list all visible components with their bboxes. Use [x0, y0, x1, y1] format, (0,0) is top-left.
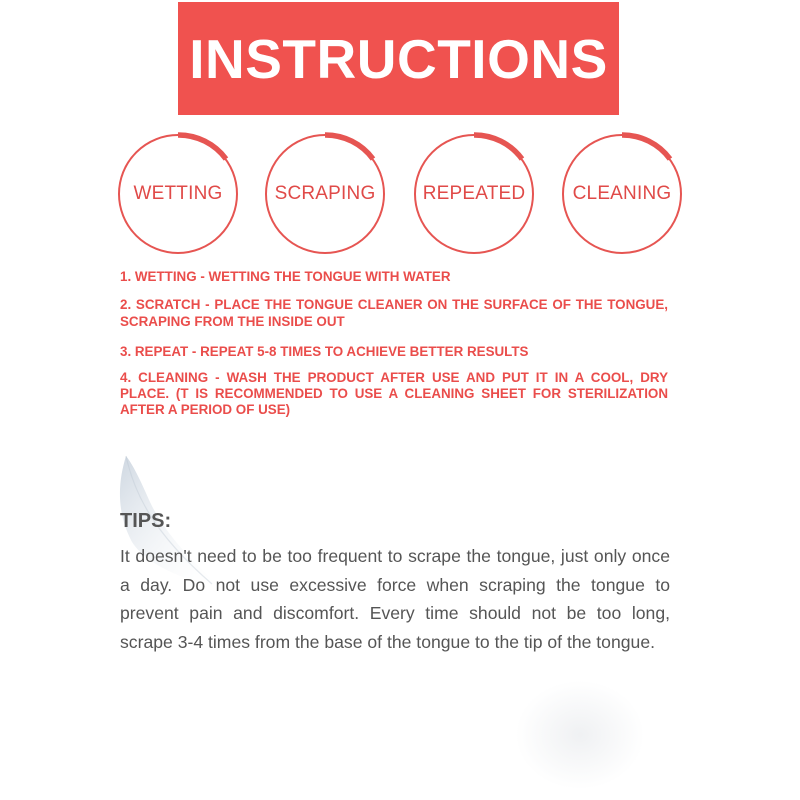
- steps-row: [0, 132, 800, 256]
- instruction-item: 3. REPEAT - REPEAT 5-8 TIMES TO ACHIEVE BETTER RESULTS: [120, 344, 529, 359]
- tips-body: It doesn't need to be too frequent to scrape the tongue, just only once a day. Do not use excessive force when scraping the tongue to prevent pain and discomfort. Every time should not be too long, scrape 3-4 times from the base of the tongue to the tip of the tongue.: [120, 546, 670, 652]
- step-label: CLEANING: [572, 183, 672, 204]
- instruction-item: 1. WETTING - WETTING THE TONGUE WITH WATER: [120, 269, 451, 284]
- step-circle-wetting: [116, 132, 240, 256]
- step-circle-cleaning: [560, 132, 684, 256]
- instructions-list: [120, 268, 668, 418]
- title-banner: [178, 2, 619, 115]
- step-label: REPEATED: [422, 183, 526, 204]
- step-label: WETTING: [133, 183, 223, 204]
- step-circle-repeated: [412, 132, 536, 256]
- step-circle-scraping: [263, 132, 387, 256]
- background-smudge: [515, 680, 645, 790]
- instruction-item: 4. CLEANING - WASH THE PRODUCT AFTER USE AND PUT IT IN A COOL, DRY PLACE. (T IS RECOMMENDED TO USE A CLEANING SHEET FOR STERILIZATION AFTER A PERIOD OF USE): [120, 370, 668, 417]
- page-title: INSTRUCTIONS: [189, 27, 608, 90]
- tips-heading: TIPS:: [120, 510, 172, 532]
- instruction-item: 2. SCRATCH - PLACE THE TONGUE CLEANER ON THE SURFACE OF THE TONGUE, SCRAPING FROM THE INSIDE OUT: [120, 297, 668, 329]
- step-label: SCRAPING: [274, 183, 376, 204]
